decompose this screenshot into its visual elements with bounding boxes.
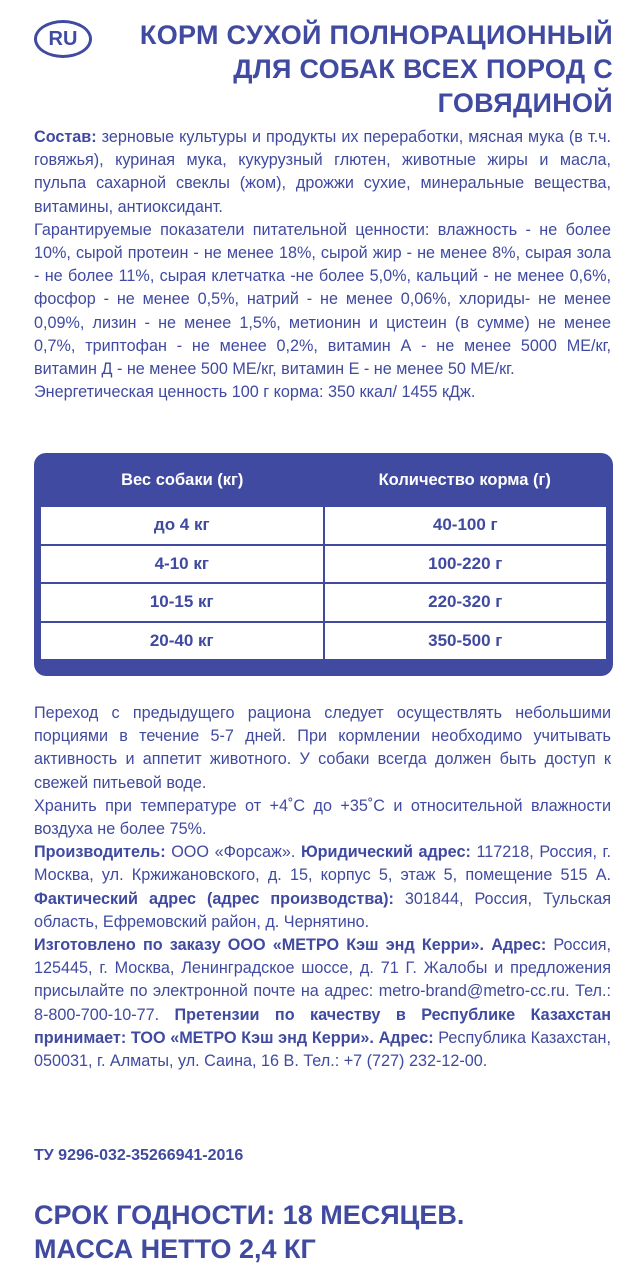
language-badge: RU xyxy=(34,20,92,58)
kz-label: Претензии по качеству в Республике Казахстан принимает: ТОО «МЕТРО Кэш энд Керри». Адрес: xyxy=(34,1005,611,1047)
table-cell-amount: 350-500 г xyxy=(325,623,607,660)
legal-address: 117218, Россия, г. Москва, ул. Кржижановского, д. 15, корпус 5, этаж 5, помещение 515 А. xyxy=(34,843,611,885)
table-cell-weight: 20-40 кг xyxy=(41,623,323,660)
composition-paragraph xyxy=(34,126,611,219)
tech-spec-code: ТУ 9296-032-35266941-2016 xyxy=(34,1147,244,1164)
ordered-address: Россия, 125445, г. Москва, Ленинградское шоссе, д. 71 Г. Жалобы и предложения присылайте по электронной почте на адрес: metro-brand@metro-cc.ru. Тел.: 8-800-700-10-77. xyxy=(34,936,611,1024)
actual-address-label: Фактический адрес (адрес производства): xyxy=(34,889,394,908)
actual-address: 301844, Россия, Тульская область, Ефремовский район, д. Чернятино. xyxy=(34,889,611,931)
producer-name: ООО «Форсаж». xyxy=(165,843,301,862)
table-cell-amount: 40-100 г xyxy=(325,507,607,544)
producer-paragraph xyxy=(34,841,611,934)
table-cell-weight: 10-15 кг xyxy=(41,584,323,621)
product-title xyxy=(93,18,613,120)
energy-value: Энергетическая ценность 100 г корма: 350 ккал/ 1455 кДж. xyxy=(34,383,476,402)
table-cell-amount: 220-320 г xyxy=(325,584,607,621)
feeding-table-body xyxy=(41,507,606,659)
transition-text: Переход с предыдущего рациона следует осуществлять небольшими порциями в течение 5-7 дней. При кормлении необходимо учитывать активность и аппетит животного. У собаки всегда должен быть доступ к свежей питьевой воде. xyxy=(34,704,611,792)
composition-section xyxy=(34,126,611,404)
producer-label: Производитель: xyxy=(34,843,166,862)
shelf-info xyxy=(34,1198,464,1266)
table-cell-amount: 100-220 г xyxy=(325,546,607,583)
kz-address: Республика Казахстан, 050031, г. Алматы, ул. Саина, 16 В. Тел.: +7 (727) 232-12-00. xyxy=(34,1028,611,1071)
header-dog-weight: Вес собаки (кг) xyxy=(121,470,244,489)
ordered-paragraph xyxy=(34,934,611,1073)
storage-text: Хранить при температуре от +4˚С до +35˚С и относительной влажности воздуха не более 75%. xyxy=(34,796,611,839)
product-title-line-2: ДЛЯ СОБАК ВСЕХ ПОРОД С ГОВЯДИНОЙ xyxy=(233,54,613,118)
header-feed-amount: Количество корма (г) xyxy=(378,470,551,489)
table-cell-weight: 4-10 кг xyxy=(41,546,323,583)
shelf-life: СРОК ГОДНОСТИ: 18 МЕСЯЦЕВ. xyxy=(34,1200,465,1230)
ordered-label: Изготовлено по заказу ООО «МЕТРО Кэш энд Керри». Адрес: xyxy=(34,936,547,955)
legal-address-label: Юридический адрес: xyxy=(300,843,471,862)
table-cell-weight: до 4 кг xyxy=(41,507,323,544)
feeding-info-section xyxy=(34,702,611,1073)
composition-label: Состав: xyxy=(34,128,97,146)
feeding-table-header xyxy=(41,453,606,507)
product-title-line-1: КОРМ СУХОЙ ПОЛНОРАЦИОННЫЙ xyxy=(139,20,613,50)
net-weight: МАССА НЕТТО 2,4 КГ xyxy=(34,1234,316,1264)
composition-text: зерновые культуры и продукты их переработки, мясная мука (в т.ч. говяжья), куриная мука, кукурузный глютен, животные жиры и масла, пульпа сахарной свеклы (жом), дрожжи сухие, минеральные вещества, витамины, антиоксидант. xyxy=(34,128,611,216)
feeding-table xyxy=(34,453,613,676)
guaranteed-values: Гарантируемые показатели питательной ценности: влажность - не более 10%, сырой протеин - не менее 18%, сырой жир - не менее 8%, сырая зола - не более 11%, сырая клетчатка -не более 5,0%, кальций - не менее 0,6%, фосфор - не менее 0,5%, натрий - не менее 0,06%, хлориды- не менее 0,09%, лизин - не менее 1,5%, метионин и цистеин (в сумме) не менее 0,7%, триптофан - не менее 0,2%, витамин А - не менее 5000 МЕ/кг, витамин Д - не менее 500 МЕ/кг, витамин Е - не менее 50 МЕ/кг. xyxy=(34,220,611,379)
